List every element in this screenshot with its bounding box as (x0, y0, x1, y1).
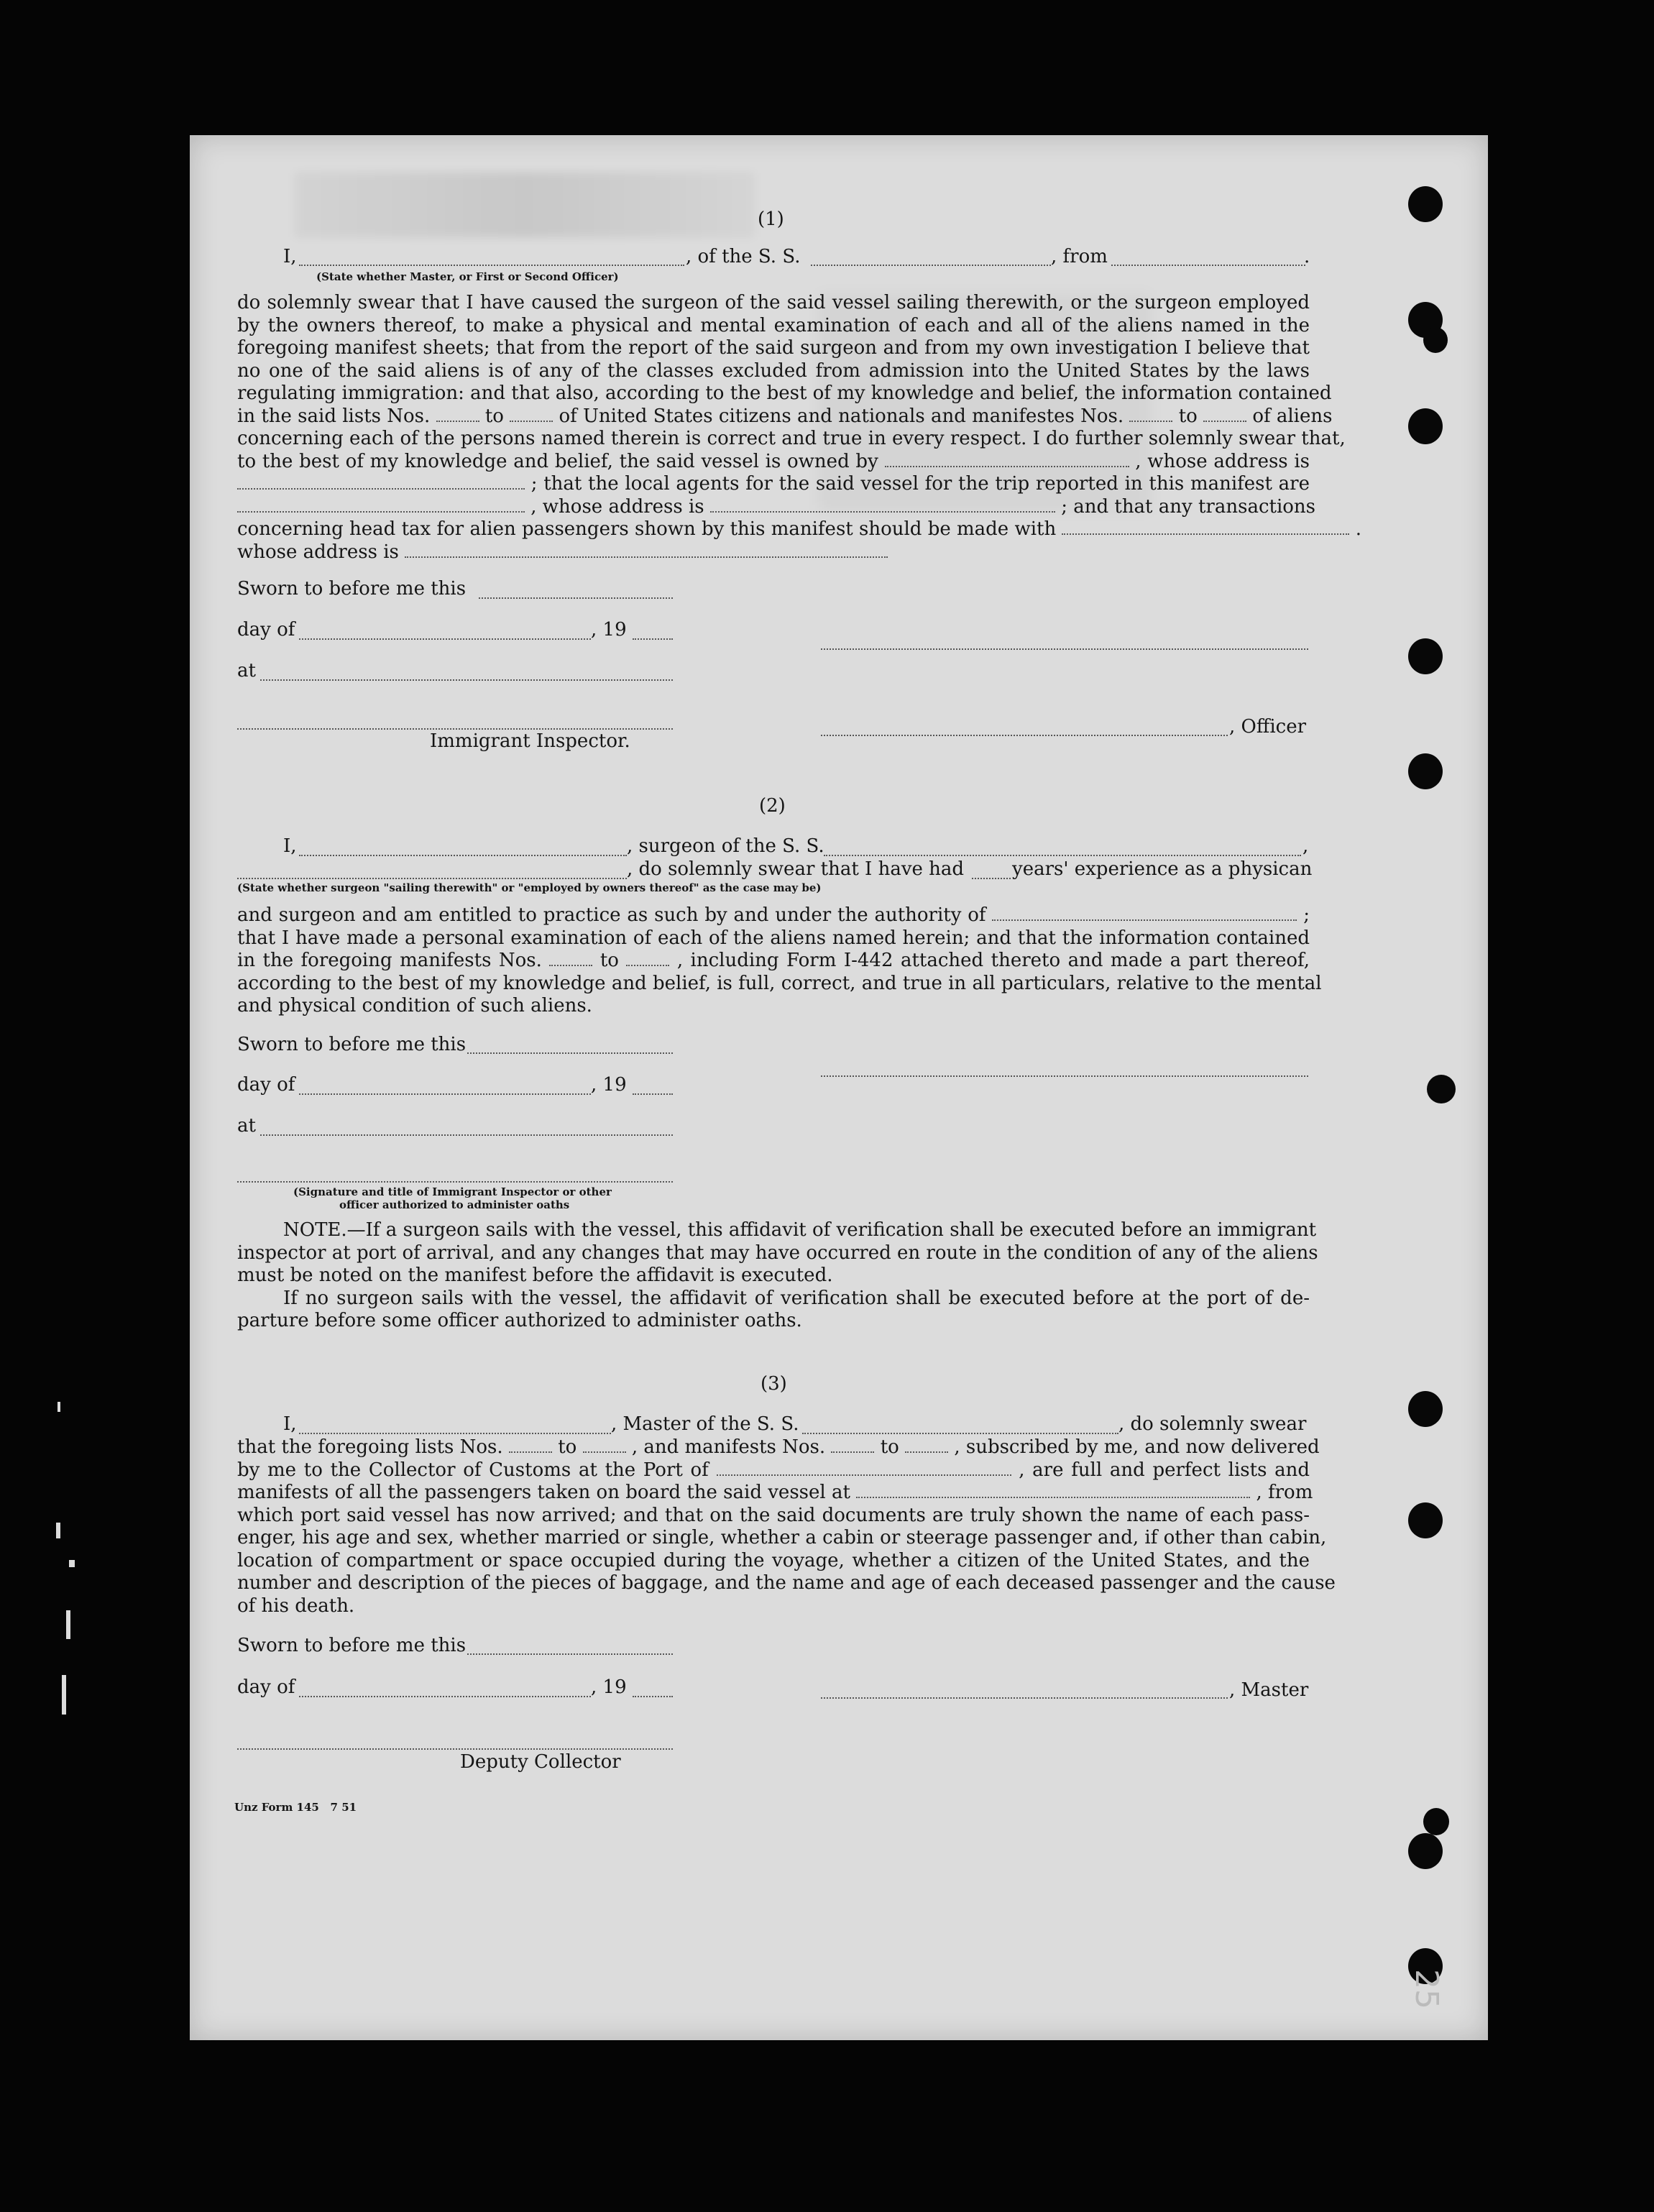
body-line: that I have made a personal examination of each of the aliens named herein; and that the information contained (237, 927, 1310, 949)
body-line: whose address is (237, 541, 1310, 564)
line-end-comma: , (1302, 835, 1309, 857)
body-line: of his death. (237, 1594, 355, 1617)
manifest-number-field[interactable] (1203, 421, 1246, 422)
manifest-number-field[interactable] (905, 1451, 948, 1453)
section-2-number: (2) (759, 795, 786, 817)
body-line: in the foregoing manifests Nos. to , including Form I-442 attached thereto and made a part thereof, (237, 950, 1310, 971)
deputy-collector-label: Deputy Collector (460, 1751, 621, 1773)
handwritten-page-number: 25 (1408, 1969, 1445, 2009)
body-line: and surgeon and am entitled to practice as such by and under the authority of ; (237, 904, 1310, 926)
sworn-date-line[interactable] (479, 597, 673, 599)
punch-hole (1427, 1075, 1456, 1103)
punch-hole (1408, 408, 1443, 444)
officer-signature-line[interactable] (821, 648, 1308, 650)
year-label: , 19 (591, 1676, 627, 1698)
body-line: according to the best of my knowledge and belief, is full, correct, and true in all particulars, relative to the mental (237, 972, 1322, 994)
vessel-name-line (811, 265, 1051, 266)
from-label: , from (1051, 246, 1108, 267)
bleed-through-text (295, 173, 755, 237)
experience-text: years' experience as a physican (1012, 858, 1313, 880)
body-line: , whose address is ; and that any transactions (237, 496, 1310, 519)
body-line: which port said vessel has now arrived; and that on the said documents are truly shown the name of each pass- (237, 1504, 1310, 1526)
body-line: location of compartment or space occupied during the voyage, whether a citizen of the United States, and the (237, 1549, 1310, 1571)
at-place-line[interactable] (260, 679, 673, 681)
year-label: , 19 (591, 1074, 627, 1096)
punch-hole (1408, 1502, 1443, 1538)
form-number: Unz Form 145 7 51 (234, 1801, 357, 1814)
section-3-body (237, 1436, 1336, 1617)
body-line: that the foregoing lists Nos. to , and manifests Nos. to , subscribed by me, and now delivered (237, 1436, 1320, 1458)
master-signature-line[interactable] (821, 1697, 1228, 1699)
section-3-number: (3) (761, 1373, 787, 1395)
punch-hole (1408, 753, 1443, 789)
note-line: inspector at port of arrival, and any changes that may have occurred en route in the condition of any of the aliens (237, 1242, 1318, 1264)
owner-address-field[interactable] (237, 488, 525, 490)
body-line: to the best of my knowledge and belief, the said vessel is owned by , whose address is (237, 450, 1310, 472)
scan-speck (58, 1402, 60, 1412)
section-1-number: (1) (758, 208, 784, 230)
surgeon-name-line[interactable] (299, 855, 627, 856)
i-label: I, (283, 835, 297, 857)
sworn-label: Sworn to before me this (237, 578, 467, 600)
list-number-field[interactable] (509, 1451, 552, 1453)
scan-speck (56, 1523, 60, 1538)
surgeon-status-line[interactable] (237, 878, 627, 879)
day-of-label: day of (237, 619, 295, 641)
note-line: must be noted on the manifest before the affidavit is executed. (237, 1265, 833, 1286)
punch-hole (1423, 1808, 1449, 1835)
officer-label: , Officer (1229, 716, 1307, 738)
sworn-label: Sworn to before me this (237, 1034, 467, 1055)
day-of-line[interactable] (299, 1696, 591, 1697)
officer-rank-note: (State whether Master, or First or Second Officer) (316, 270, 619, 283)
manifest-number-field[interactable] (1129, 421, 1172, 422)
swear-label: , do solemnly swear (1118, 1413, 1307, 1435)
sworn-date-line[interactable] (467, 1052, 673, 1054)
owner-field[interactable] (885, 466, 1129, 467)
note-block (237, 1219, 1318, 1333)
vessel-name-line[interactable] (824, 855, 1301, 856)
inspector-signature-line[interactable] (237, 728, 673, 730)
agents-address-field[interactable] (710, 511, 1055, 513)
body-line: regulating immigration: and that also, according to the best of my knowledge and belief, the information contained (237, 382, 1332, 404)
i-label: I, (283, 1413, 297, 1435)
i-label: I, (283, 246, 297, 267)
punch-hole (1408, 1391, 1443, 1427)
head-tax-party-field[interactable] (1062, 533, 1349, 535)
body-line: concerning each of the persons named therein is correct and true in every respect. I do further solemnly swear that, (237, 428, 1346, 449)
section-1-body (237, 292, 1362, 564)
at-place-line[interactable] (260, 1134, 673, 1136)
body-line: do solemnly swear that I have caused the surgeon of the said vessel sailing therewith, or the surgeon employed (237, 292, 1310, 313)
from-port-line (1111, 265, 1305, 266)
list-number-field[interactable] (510, 421, 553, 422)
master-of-label: , Master of the S. S. (611, 1413, 799, 1435)
boarding-port-field[interactable] (856, 1497, 1250, 1498)
section-2-body (237, 904, 1322, 1018)
body-line: by me to the Collector of Customs at the Port of , are full and perfect lists and (237, 1459, 1310, 1481)
sworn-label: Sworn to before me this (237, 1635, 467, 1656)
note-line: If no surgeon sails with the vessel, the affidavit of verification shall be executed before at the port of de- (283, 1287, 1310, 1309)
day-of-line[interactable] (299, 1093, 591, 1095)
line-end-period: . (1304, 246, 1310, 267)
surgeon-of-label: , surgeon of the S. S. (627, 835, 824, 857)
vessel-name-line[interactable] (802, 1433, 1118, 1434)
officer-name-line (299, 265, 684, 266)
surgeon-status-note: (State whether surgeon "sailing therewith" or "employed by owners thereof" as the case may be) (237, 881, 822, 894)
officer-title-line[interactable] (821, 735, 1228, 736)
body-line: manifests of all the passengers taken on board the said vessel at , from (237, 1482, 1313, 1503)
body-line: enger, his age and sex, whether married or single, whether a cabin or steerage passenger and, if other than cabin, (237, 1527, 1327, 1548)
port-field[interactable] (717, 1474, 1011, 1476)
signature-note: (Signature and title of Immigrant Inspector or other (293, 1185, 612, 1198)
year-line[interactable] (633, 1093, 673, 1095)
body-line: and physical condition of such aliens. (237, 995, 592, 1016)
year-label: , 19 (591, 619, 627, 641)
at-label: at (237, 660, 256, 682)
day-of-label: day of (237, 1074, 295, 1096)
scan-speck (66, 1610, 70, 1639)
punch-hole (1408, 186, 1443, 222)
note-line: NOTE.—If a surgeon sails with the vessel, this affidavit of verification shall be executed before an immigrant (283, 1219, 1317, 1241)
body-line: in the said lists Nos. to of United States citizens and nationals and manifestes Nos. to of aliens (237, 405, 1333, 427)
of-the-ss-label: , of the S. S. (686, 246, 801, 267)
surgeon-signature-line[interactable] (821, 1075, 1308, 1077)
punch-hole (1423, 327, 1448, 353)
punch-hole (1408, 638, 1443, 674)
body-line: ; that the local agents for the said vessel for the trip reported in this manifest are (237, 473, 1310, 496)
years-field[interactable] (972, 878, 1011, 879)
sworn-date-line[interactable] (467, 1653, 673, 1655)
list-number-field[interactable] (436, 421, 479, 422)
scan-speck (62, 1675, 66, 1715)
master-name-line[interactable] (299, 1433, 611, 1434)
manifest-number-field[interactable] (831, 1451, 874, 1453)
inspector-label: Immigrant Inspector. (430, 730, 630, 752)
manifest-number-field[interactable] (626, 965, 669, 966)
at-label: at (237, 1115, 256, 1137)
body-line: number and description of the pieces of baggage, and the name and age of each deceased passenger and the cause (237, 1572, 1336, 1594)
note-line: parture before some officer authorized to administer oaths. (237, 1310, 802, 1331)
year-line[interactable] (633, 1696, 673, 1697)
body-line: concerning head tax for alien passengers shown by this manifest should be made with . (237, 518, 1362, 540)
body-line: foregoing manifest sheets; that from the report of the said surgeon and from my own investigation I believe that (237, 337, 1310, 359)
signature-note: officer authorized to administer oaths (339, 1198, 570, 1211)
swear-experience-text: , do solemnly swear that I have had (627, 858, 965, 880)
agents-field[interactable] (237, 511, 525, 513)
body-line: by the owners thereof, to make a physical and mental examination of each and all of the aliens named in the (237, 314, 1310, 336)
authority-field[interactable] (992, 919, 1297, 921)
list-number-field[interactable] (583, 1451, 626, 1453)
day-of-label: day of (237, 1676, 295, 1698)
punch-hole (1408, 1833, 1443, 1869)
inspector-signature-line[interactable] (237, 1181, 673, 1183)
deputy-signature-line[interactable] (237, 1748, 673, 1750)
year-line[interactable] (633, 638, 673, 640)
scan-speck (69, 1560, 75, 1567)
manifest-number-field[interactable] (549, 965, 592, 966)
master-label: , Master (1229, 1679, 1309, 1701)
body-line: no one of the said aliens is of any of the classes excluded from admission into the United States by the laws (237, 359, 1310, 382)
head-tax-address-field[interactable] (405, 556, 888, 558)
day-of-line[interactable] (299, 638, 591, 640)
